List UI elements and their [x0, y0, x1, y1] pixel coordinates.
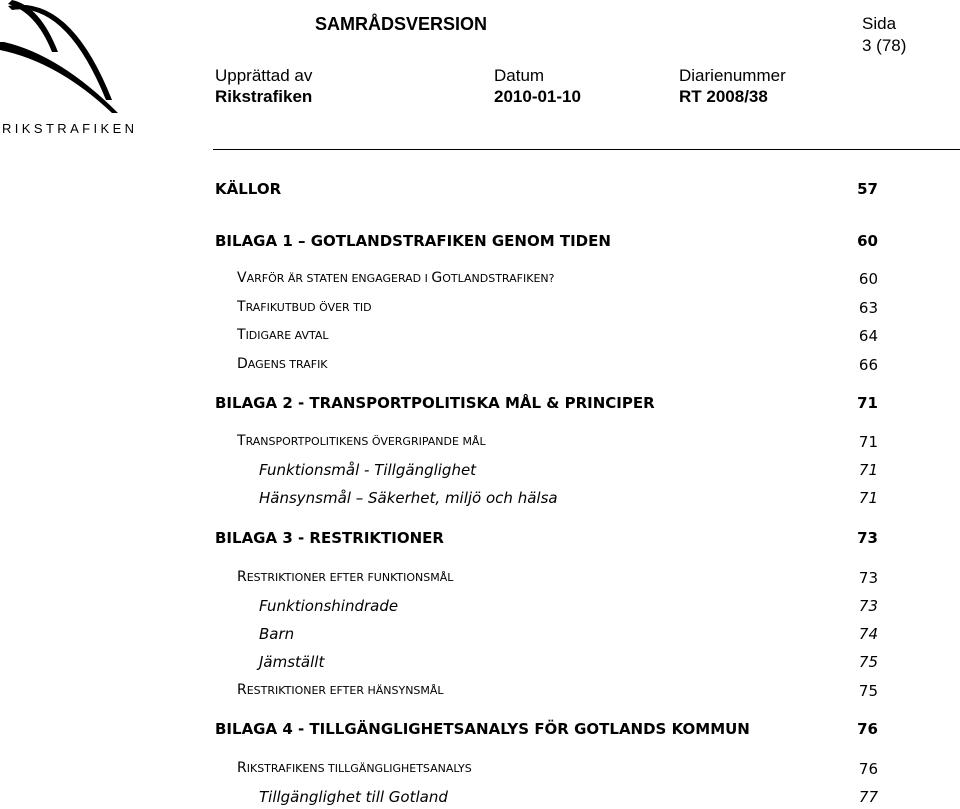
toc-entry-title	[237, 569, 453, 585]
toc-entry-page: 75	[858, 682, 878, 700]
toc-entry-title	[237, 327, 329, 343]
registration-value: RT 2008/38	[679, 87, 768, 106]
toc-entry-text-part: G	[431, 270, 443, 286]
toc-entry-title: Funktionshindrade	[259, 597, 399, 615]
toc-entry-title: BILAGA 1 – GOTLANDSTRAFIKEN GENOM TIDEN	[215, 232, 611, 250]
toc-entry-text-part: T	[237, 327, 246, 343]
toc-entry-page: 57	[857, 180, 878, 198]
toc-entry-text-part: T	[237, 433, 246, 449]
toc-entry-page: 73	[857, 529, 878, 547]
toc-entry-page: 73	[858, 597, 878, 615]
toc-entry-title	[237, 433, 486, 449]
registration-label: Diarienummer	[679, 66, 786, 85]
toc-entry-page: 77	[858, 788, 878, 806]
page-label: Sida	[862, 14, 897, 33]
toc-entry-page: 63	[858, 299, 878, 317]
toc-entry-text-part: RANSPORTPOLITIKENS ÖVERGRIPANDE MÅL	[245, 435, 486, 448]
toc-entry-title	[237, 299, 372, 315]
toc-entry-title	[237, 682, 444, 698]
document-status-title: SAMRÅDSVERSION	[315, 14, 488, 34]
toc-entry-text-part: R	[237, 682, 247, 698]
toc-entry-page: 60	[858, 270, 878, 288]
toc-entry-text-part: ESTRIKTIONER EFTER FUNKTIONSMÅL	[246, 571, 454, 584]
toc-entry-page: 71	[857, 394, 878, 412]
logo-emblem-icon	[0, 0, 140, 120]
toc-entry-page: 64	[858, 327, 878, 345]
toc-entry-title	[237, 356, 328, 372]
toc-entry-title: Hänsynsmål – Säkerhet, miljö och hälsa	[259, 489, 558, 507]
toc-entry-page: 76	[858, 760, 878, 778]
toc-entry-text-part: T	[237, 299, 246, 315]
toc-entry-title: Tillgänglighet till Gotland	[259, 788, 448, 806]
toc-entry-page: 71	[858, 461, 878, 479]
toc-entry-title	[237, 270, 554, 286]
toc-entry-page: 74	[858, 625, 878, 643]
toc-entry-page: 60	[857, 232, 878, 250]
toc-entry-page: 76	[857, 720, 878, 738]
page-number: 3 (78)	[862, 36, 907, 55]
toc-entry-text-part: RAFIKUTBUD ÖVER TID	[245, 301, 372, 314]
toc-entry-text-part: V	[237, 270, 247, 286]
toc-entry-text-part: IKSTRAFIKENS TILLGÄNGLIGHETSANALYS	[246, 762, 472, 775]
prepared-by-value: Rikstrafiken	[215, 87, 313, 106]
toc-entry-text-part: ESTRIKTIONER EFTER HÄNSYNSMÅL	[246, 684, 444, 697]
toc-entry-text-part: R	[237, 760, 247, 776]
toc-entry-title: Barn	[259, 625, 295, 643]
toc-entry-text-part: IDIGARE AVTAL	[245, 329, 329, 342]
toc-entry-text-part: OTLANDSTRAFIKEN?	[442, 272, 555, 285]
toc-entry-title	[237, 760, 472, 776]
toc-entry-page: 71	[858, 489, 878, 507]
prepared-by-label: Upprättad av	[215, 66, 313, 85]
toc-entry-page: 75	[858, 653, 878, 671]
toc-entry-text-part: D	[237, 356, 248, 372]
toc-entry-title: Jämställt	[259, 653, 325, 671]
toc-entry-title: Funktionsmål - Tillgänglighet	[259, 461, 477, 479]
toc-entry-title: BILAGA 2 - TRANSPORTPOLITISKA MÅL & PRINCIPER	[215, 394, 655, 412]
toc-entry-page: 66	[858, 356, 878, 374]
toc-entry-title: BILAGA 3 - RESTRIKTIONER	[215, 529, 444, 547]
date-value: 2010-01-10	[494, 87, 581, 106]
header-divider	[213, 149, 960, 150]
toc-entry-text-part: ARFÖR ÄR STATEN ENGAGERAD I	[246, 272, 432, 285]
logo-wordmark: RIKSTRAFIKEN	[2, 121, 138, 136]
toc-entry-text-part: AGENS TRAFIK	[247, 358, 328, 371]
toc-entry-text-part: R	[237, 569, 247, 585]
date-label: Datum	[494, 66, 545, 85]
toc-entry-page: 73	[858, 569, 878, 587]
toc-entry-title: KÄLLOR	[215, 180, 282, 198]
toc-entry-title: BILAGA 4 - TILLGÄNGLIGHETSANALYS FÖR GOTLANDS KOMMUN	[215, 720, 750, 738]
toc-entry-page: 71	[858, 433, 878, 451]
rikstrafiken-logo	[0, 0, 140, 140]
